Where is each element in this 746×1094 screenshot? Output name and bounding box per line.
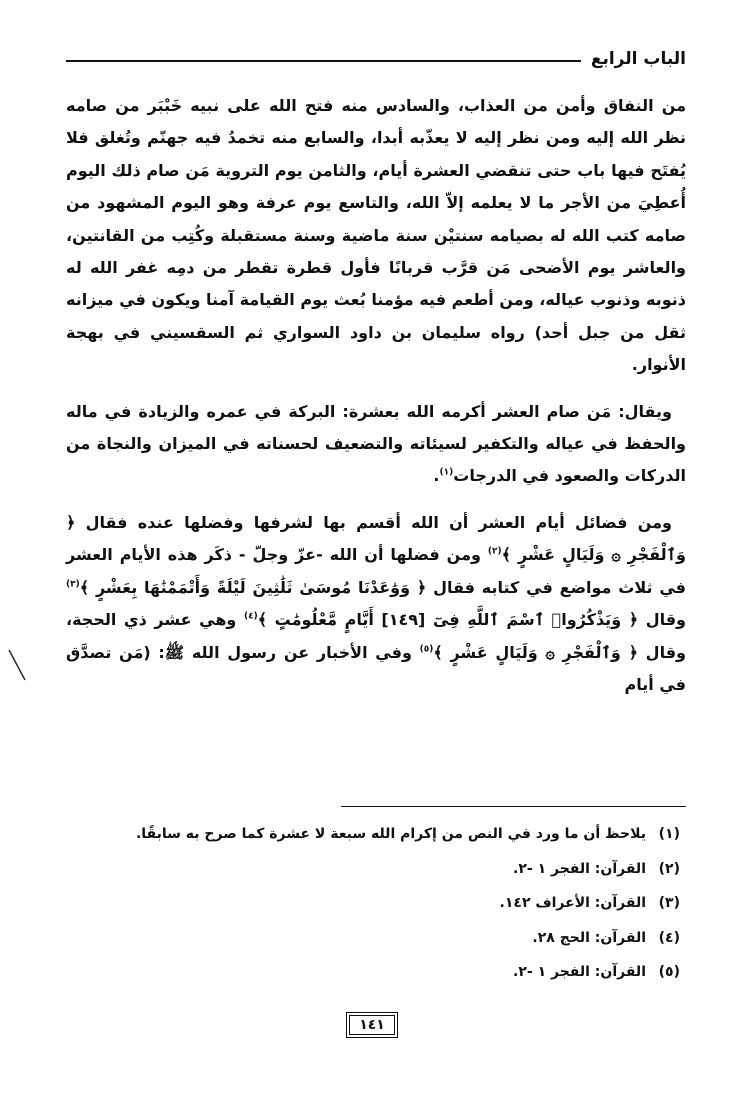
page-number: ١٤١ <box>349 1015 395 1035</box>
paragraph-3-part-4: وهي عشر ذي الحجة، وقال ﴿ وَٱلْفَجْرِ ۞ وَلَيَالٍ عَشْرٍ ﴾ <box>66 610 686 662</box>
footnote-number: (٥) <box>658 964 680 980</box>
footnote-text: القرآن: الفجر ١ -٢. <box>513 964 646 980</box>
paragraph-2: ويقال: مَن صام العشر أكرمه الله بعشرة: البركة في عمره والزيادة في ماله والحفظ في عياله والتكفير لسيئاته والتضعيف لحسناته في الميزان والنجاة من الدركات والصعود في الدرجات$^{(١)}$. <box>66 401 686 486</box>
footnote-text: القرآن: الأعراف ١٤٢. <box>499 895 646 911</box>
margin-stroke-mark <box>6 648 28 682</box>
footnote-item <box>66 960 680 995</box>
footnote-ref-3[interactable]: (٣) <box>66 579 80 590</box>
paragraph-2-text: ويقال: مَن صام العشر أكرمه الله بعشرة: البركة في عمره والزيادة في ماله والحفظ في عياله والتكفير لسيئاته والتضعيف لحسناته في الميزان والنجاة من الدركات والصعود في الدرجات <box>66 401 686 486</box>
footnote-ref-5[interactable]: (٥) <box>419 644 434 655</box>
footnotes-list <box>66 822 680 995</box>
main-text <box>66 90 686 715</box>
footnote-number: (٤) <box>658 929 680 946</box>
footnote-number: (٢) <box>658 860 680 877</box>
page-number-box <box>346 1012 398 1038</box>
footnote-number: (١) <box>658 826 680 842</box>
paragraph-3-part-3: وقال ﴿ وَيَذْكُرُوا۟ ٱسْمَ ٱللَّهِ فِىٓ [١٤٩] أَيَّامٍ مَّعْلُومَٰتٍ ﴾ <box>257 610 687 630</box>
footnote-ref-1[interactable]: (١) <box>439 468 454 479</box>
footnote-text: القرآن: الحج ٢٨. <box>532 929 646 946</box>
footnote-item <box>66 926 680 961</box>
footnote-text: القرآن: الفجر ١ -٢. <box>513 860 646 877</box>
paragraph-3-part-2: ومن فضلها أن الله -عزّ وجلّ - ذكَر هذه الأيام العشر في ثلاث مواضع في كتابه فقال ﴿ وَوَٰعَدْنَا مُوسَىٰ ثَلَٰثِينَ لَيْلَةً وَأَتْمَمْنَٰهَا بِعَشْرٍ ﴾ <box>66 545 686 597</box>
chapter-title: الباب الرابع <box>590 49 686 69</box>
paragraph-3-part-1: ومن فضائل أيام العشر أن الله أقسم بها لشرفها وفضلها عنده فقال ﴿ وَٱلْفَجْرِ ۞ وَلَيَالٍ عَشْرٍ ﴾ <box>66 512 686 565</box>
footnote-item <box>66 857 680 892</box>
paragraph-3 <box>66 507 686 701</box>
footnote-item <box>66 822 680 857</box>
paragraph-3-part-5: وفي الأخبار عن رسول الله ﷺ: (مَن تصدَّق في أيام <box>66 642 686 694</box>
footnote-number: (٣) <box>658 895 680 911</box>
footnote-ref-2[interactable]: (٢) <box>487 546 502 557</box>
footnote-text: يلاحظ أن ما ورد في النص من إكرام الله سبعة لا عشرة كما صرح به سابقًا. <box>135 826 646 842</box>
header-rule <box>66 60 581 62</box>
footnote-ref-4[interactable]: (٤) <box>243 611 258 622</box>
footnote-item <box>66 891 680 926</box>
paragraph-1: من النفاق وأمن من العذاب، والسادس منه فتح الله على نبيه خَبْبَر من صامه نظر الله إليه ومن نظر إليه لا يعذّبه أبدا، والسابع منه تخمدُ فيه جهنّم وتُغلق فلا يُفتَح فيها باب حتى تنقضي العشرة أيام، والثامن يوم التروية مَن صام ذلك اليوم أُعطِيَ من الأجر ما لا يعلمه إلاّ الله، والتاسع يوم عرفة وهو اليوم المشهود من صامه كتب الله له بصيامه سنتيْن سنة ماضية وسنة مستقبلة وكُتِب من القانتين، والعاشر يوم الأضحى مَن قرَّب قربانًا فأول قطرة تقطر من دمِه غفر الله له ذنوبه وذنوب عياله، ومن أطعم فيه مؤمنا بُعث يوم القيامة آمنا ويكون في ميزانه ثقل من جبل أحد) رواه سليمان بن داود السواري ثم السقسيني في بهجة الأنوار. <box>66 96 686 375</box>
footnote-separator <box>341 806 686 807</box>
running-header <box>66 44 686 74</box>
